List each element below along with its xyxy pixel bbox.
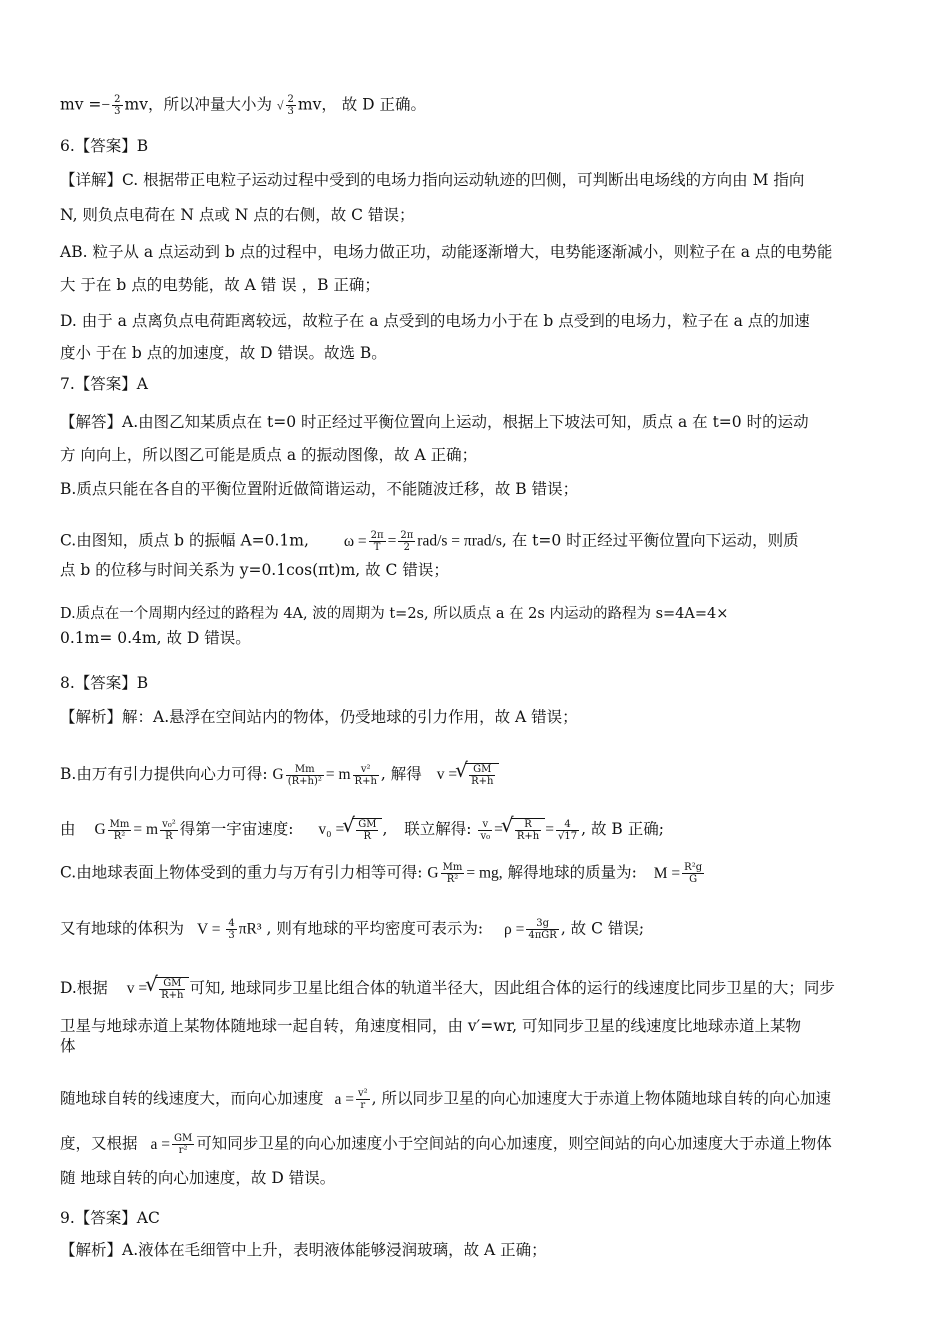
text-fragment: , 在 t=0 时正经过平衡位置向下运动，则质 — [501, 531, 799, 550]
math-symbol: v = — [126, 980, 148, 997]
text-line — [60, 1133, 832, 1156]
math-symbol: M = — [653, 864, 681, 882]
text-line: N, 则负点电荷在 N 点或 N 点的右侧，故 C 错误； — [60, 206, 415, 224]
text-line: AB. 粒子从 a 点运动到 b 点的过程中，电场力做正功，动能逐渐增大，电势能逐渐减小，则粒子在 a 点的电势能 — [60, 243, 833, 261]
text-fragment: B.由万有引力提供向心力可得: — [60, 765, 268, 783]
text-line: B.质点只能在各自的平衡位置附近做简谐运动，不能随波迁移，故 B 错误； — [60, 480, 579, 498]
math-expr: = mg, — [466, 864, 503, 882]
text-fragment: D.根据 — [60, 979, 108, 997]
fraction: $\frac{4}{3}$ — [228, 918, 235, 941]
math-expr: rad/s = πrad/s — [417, 532, 502, 550]
fraction: $\frac{3g}{\text{4πGR}}$ — [528, 918, 557, 941]
text-fragment: 联立解得: — [404, 820, 472, 838]
math-expr: ω = — [343, 532, 367, 550]
text-fragment: C.由图知，质点 b 的振幅 A=0.1m, — [60, 531, 309, 550]
fraction: $\frac{2}{3}$ — [114, 94, 121, 117]
text-fragment: 度，又根据 — [60, 1134, 138, 1153]
text-line: D. 由于 a 点离负点电荷距离较远，故粒子在 a 点受到的电场力小于在 b 点受到的电场力，粒子在 a 点的加速 — [60, 312, 810, 330]
answer-heading-9: 9.【答案】AC — [60, 1209, 160, 1227]
fraction: $\frac{v}{\text{v₀}}$ — [480, 818, 491, 842]
math-symbol: = m — [133, 821, 159, 838]
math-symbol: = — [494, 821, 503, 838]
text-line — [60, 530, 799, 553]
text-fragment: 可知同步卫星的向心加速度小于空间站的向心加速度，则空间站的向心加速度大于赤道上物体 — [196, 1134, 832, 1153]
text-line: 点 b 的位移与时间关系为 y=0.1cos(πt)m, 故 C 错误； — [60, 561, 449, 579]
text-fragment: 可知, 地球同步卫星比组合体的轨道半径大，因此组合体的运行的线速度比同步卫星的大；同步 — [189, 979, 835, 997]
square-root: √ $\frac{R}{R+h}$ — [511, 818, 545, 842]
math-symbol: a = — [334, 1090, 354, 1108]
text-line: 0.1m= 0.4m, 故 D 错误。 — [60, 629, 251, 647]
text-fragment: 故 B 正确; — [590, 820, 664, 838]
square-root: √ $\frac{GM}{R+h}$ — [155, 977, 189, 1001]
text-fragment: 解得 — [390, 765, 422, 783]
fraction: $\frac{2}{3}$ — [287, 94, 294, 117]
fraction: $\frac{\text{v²}}{R+h}$ — [354, 763, 377, 787]
math-symbol: v = — [436, 766, 458, 783]
text-fragment: mv， 故 D 正确。 — [297, 95, 427, 114]
math-symbol: V = — [196, 920, 225, 938]
text-line — [60, 977, 835, 1001]
text-line: 体 — [60, 1037, 76, 1055]
text-line: 【详解】C. 根据带正电粒子运动过程中受到的电场力指向运动轨迹的凹侧，可判断出电场线的方向由 M 指向 — [60, 171, 805, 189]
text-line: 又有地球的体积为 V = $\frac{4}{3}$ πR³ , 则有地球的平均密度可表示为: ρ = $\frac{3g}{\text{4πGR}}$ , 故 C 错误; — [60, 918, 645, 941]
fraction: $\frac{Mm}{\text{R²}}$ — [442, 862, 463, 885]
text-fragment: C.由地球表面上物体受到的重力与万有引力相等可得: — [60, 863, 423, 882]
text-line: 卫星与地球赤道上某物体随地球一起自转，角速度相同，由 v′=wr, 可知同步卫星的线速度比地球赤道上某物 — [60, 1017, 802, 1035]
math-symbol: G — [427, 864, 439, 882]
text-fragment: 又有地球的体积为 — [60, 919, 185, 938]
math-symbol: G — [272, 766, 284, 783]
math-symbol: G — [94, 821, 106, 838]
text-fragment: 所以同步卫星的向心加速度大于赤道上物体随地球自转的向心加速 — [381, 1089, 831, 1108]
fraction: $\frac{Mm}{\text{R²}}$ — [109, 818, 130, 842]
fraction: $\frac{2\pi}{2}$ — [400, 530, 414, 553]
text-fragment: mv = — [60, 95, 102, 114]
answer-heading-7: 7.【答案】A — [60, 375, 148, 393]
text-line: 随地球自转的线速度大，而向心加速度 a = $\frac{\text{v²}}{r}$ , 所以同步卫星的向心加速度大于赤道上物体随地球自转的向心加速 — [60, 1088, 831, 1111]
math-symbol: − — [101, 96, 111, 114]
math-expr: πR³ — [238, 920, 262, 938]
text-line: 【解析】解：A.悬浮在空间站内的物体，仍受地球的引力作用，故 A 错误； — [60, 708, 578, 726]
math-symbol: = — [387, 532, 397, 550]
fraction: $\frac{\text{v₀²}}{R}$ — [162, 818, 176, 842]
square-root: √ $\frac{GM}{R}$ — [352, 818, 382, 842]
text-line: 方 向向上，所以图乙可能是质点 a 的振动图像，故 A 正确； — [60, 446, 478, 464]
fraction: $\frac{GM}{\text{r²}}$ — [173, 1133, 193, 1156]
text-line: 随 地球自转的向心加速度，故 D 错误。 — [60, 1169, 336, 1187]
text-fragment: , 则有地球的平均密度可表示为: — [266, 919, 484, 938]
fraction: $\frac{Mm}{\text{(R+h)²}}$ — [287, 763, 322, 787]
math-symbol: = — [545, 821, 554, 838]
math-symbol: = m — [325, 766, 351, 783]
square-root: √ $\frac{GM}{R+h}$ — [465, 763, 499, 787]
fraction: $\frac{\text{v²}}{r}$ — [357, 1088, 368, 1111]
text-line: 【解析】A.液体在毛细管中上升，表明液体能够浸润玻璃，故 A 正确； — [60, 1241, 547, 1259]
math-symbol: a = — [150, 1135, 170, 1153]
text-fragment: 由 — [60, 820, 76, 838]
text-line: 大 于在 b 点的电势能，故 A 错 误 ，B 正确； — [60, 276, 380, 294]
text-fragment: 故 C 错误; — [570, 919, 645, 938]
text-line — [60, 94, 426, 117]
math-symbol: √ — [276, 98, 284, 113]
text-line: 由 G $\frac{Mm}{\text{R²}}$ = m $\frac{\text{v₀²}}{R}$ 得第一宇宙速度: v₀ = √ $\frac{GM}{R}$ , 联立解得: $\frac{v}{\text{v₀}}$ = √ $\frac{R}{R+h}$ = $\frac{4}{√17}$ , 故 B 正确; — [60, 818, 664, 842]
text-line: B.由万有引力提供向心力可得: G $\frac{Mm}{\text{(R+h)²}}$ = m $\frac{\text{v²}}{R+h}$ , 解得 v = √ $\frac{GM}{R+h}$ — [60, 763, 499, 787]
fraction: $\frac{4}{√17}$ — [558, 818, 578, 842]
fraction: $\frac{\text{R²g}}{G}$ — [684, 862, 703, 885]
fraction: $\frac{2\pi}{T}$ — [370, 530, 384, 553]
text-line: 【解答】A.由图乙知某质点在 t=0 时正经过平衡位置向上运动，根据上下坡法可知，质点 a 在 t=0 时的运动 — [60, 413, 809, 431]
text-fragment: 随地球自转的线速度大，而向心加速度 — [60, 1089, 324, 1108]
text-line: D.质点在一个周期内经过的路程为 4A, 波的周期为 t=2s, 所以质点 a 在 2s 内运动的路程为 s=4A=4× — [60, 606, 729, 622]
math-symbol: ρ = — [504, 920, 525, 938]
answer-heading-6: 6.【答案】B — [60, 137, 149, 155]
text-fragment: 得第一宇宙速度: — [179, 820, 294, 838]
math-symbol: v₀ = — [318, 821, 345, 838]
text-fragment: 解得地球的质量为: — [507, 863, 637, 882]
text-line — [60, 862, 706, 885]
text-fragment: mv，所以冲量大小为 — [124, 95, 272, 114]
text-line: 度小 于在 b 点的加速度，故 D 错误。故选 B。 — [60, 344, 387, 362]
answer-heading-8: 8.【答案】B — [60, 674, 149, 692]
